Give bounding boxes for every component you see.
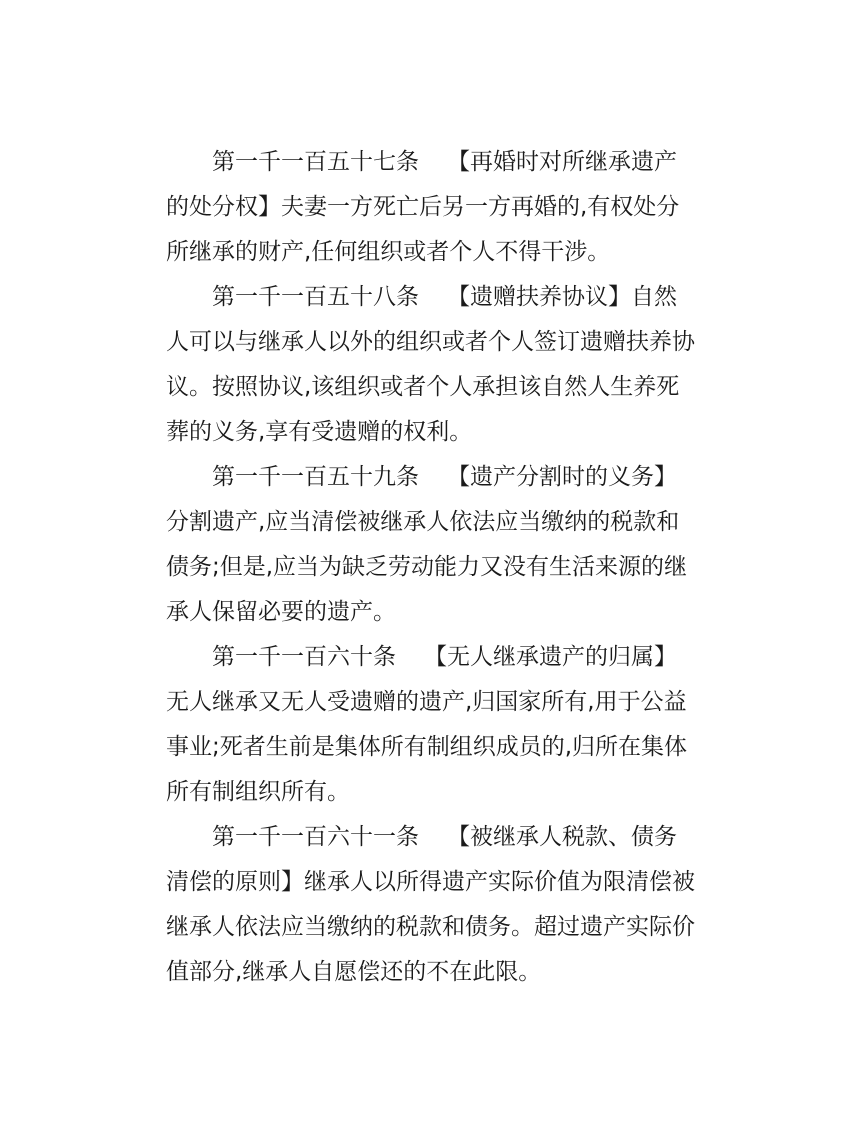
article-title: 【遗产分割时的义务】 xyxy=(447,464,677,490)
article-number: 第一千一百五十八条 xyxy=(212,284,419,310)
article-title: 【再婚时对所继承遗产的处分权】 xyxy=(166,149,677,220)
article-text: 自然人可以与继承人以外的组织或者个人签订遗赠扶养协议。按照协议,该组织或者个人承担该自然人生养死葬的义务,享有受遗赠的权利。 xyxy=(166,284,695,445)
article-number: 第一千一百五十九条 xyxy=(212,464,419,490)
article-number: 第一千一百五十七条 xyxy=(212,149,419,175)
article-number: 第一千一百六十一条 xyxy=(212,824,419,850)
article-1159 xyxy=(166,455,696,635)
article-title: 【遗赠扶养协议】 xyxy=(447,284,631,310)
article-title: 【无人继承遗产的归属】 xyxy=(424,644,677,670)
article-1158 xyxy=(166,275,696,455)
article-title: 【被继承人税款、债务清偿的原则】 xyxy=(166,824,677,895)
article-1161 xyxy=(166,815,696,995)
article-text: 夫妻一方死亡后另一方再婚的,有权处分所继承的财产,任何组织或者个人不得干涉。 xyxy=(166,194,680,265)
article-text: 无人继承又无人受遗赠的遗产,归国家所有,用于公益事业;死者生前是集体所有制组织成员的,归所在集体所有制组织所有。 xyxy=(166,689,688,805)
article-text: 分割遗产,应当清偿被继承人依法应当缴纳的税款和债务;但是,应当为缺乏劳动能力又没有生活来源的继承人保留必要的遗产。 xyxy=(166,509,688,625)
article-1157 xyxy=(166,140,696,275)
article-1160 xyxy=(166,635,696,815)
document-body xyxy=(166,140,696,995)
article-text: 继承人以所得遗产实际价值为限清偿被继承人依法应当缴纳的税款和债务。超过遗产实际价值部分,继承人自愿偿还的不在此限。 xyxy=(166,869,695,985)
article-number: 第一千一百六十条 xyxy=(212,644,396,670)
